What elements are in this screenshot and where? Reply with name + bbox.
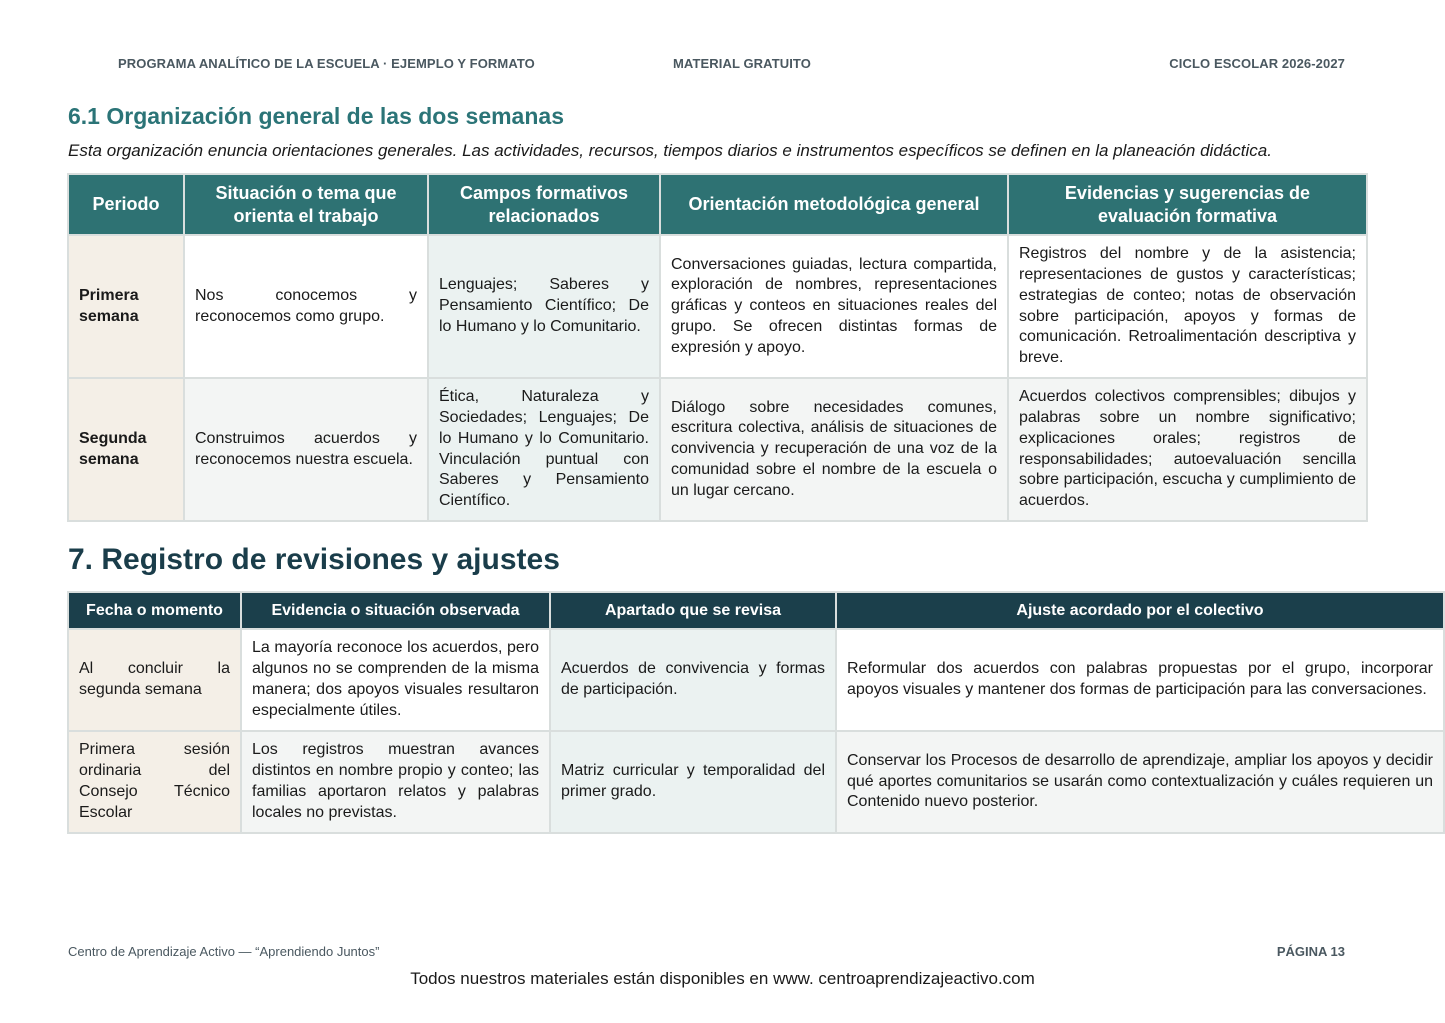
cell-method: Conversaciones guiadas, lectura compartida, exploración de nombres, representaciones gráficas y conteos en situaciones reales del grupo. Se ofrecen distintas formas de expresión y apoyo. — [660, 235, 1008, 378]
header-program-title: PROGRAMA ANALÍTICO DE LA ESCUELA · EJEMPLO Y FORMATO — [118, 56, 535, 71]
cell-reviewed-section: Acuerdos de convivencia y formas de participación. — [550, 629, 836, 731]
header-fields: Campos formativos relacionados — [428, 174, 660, 235]
section-6-1-intro: Esta organización enuncia orientaciones generales. Las actividades, recursos, tiempos diarios e instrumentos específicos se definen en la planeación didáctica. — [68, 141, 1272, 160]
header-topic: Situación o tema que orienta el trabajo — [184, 174, 428, 235]
cell-observed-evidence: La mayoría reconoce los acuerdos, pero algunos no se comprenden de la misma manera; dos apoyos visuales resultaron especialmente útiles. — [241, 629, 550, 731]
header-evidence: Evidencias y sugerencias de evaluación formativa — [1008, 174, 1367, 235]
table-header-row — [68, 592, 1444, 629]
header-moment: Fecha o momento — [68, 592, 241, 629]
cell-observed-evidence: Los registros muestran avances distintos en nombre propio y conteo; las familias aportaron relatos y palabras locales no previstas. — [241, 731, 550, 833]
cell-evidence: Acuerdos colectivos comprensibles; dibujos y palabras sobre un nombre significativo; explicaciones orales; registros de responsabilidades; autoevaluación sencilla sobre participación, escucha y cumplimiento de acuerdos. — [1008, 378, 1367, 521]
table-row — [68, 629, 1444, 731]
header-school-year: CICLO ESCOLAR 2026-2027 — [1169, 56, 1345, 71]
cell-period: Primera semana — [68, 235, 184, 378]
header-observed-evidence: Evidencia o situación observada — [241, 592, 550, 629]
cell-topic: Construimos acuerdos y reconocemos nuestra escuela. — [184, 378, 428, 521]
header-method: Orientación metodológica general — [660, 174, 1008, 235]
cell-method: Diálogo sobre necesidades comunes, escritura colectiva, análisis de situaciones de convivencia y recuperación de una voz de la comunidad sobre el nombre de la escuela o un lugar cercano. — [660, 378, 1008, 521]
table-row — [68, 731, 1444, 833]
revisions-adjustments-table — [67, 591, 1445, 834]
footer-organization: Centro de Aprendizaje Activo — “Aprendiendo Juntos” — [68, 944, 380, 959]
section-6-1-title: 6.1 Organización general de las dos semanas — [68, 103, 564, 129]
cell-agreed-adjustment: Reformular dos acuerdos con palabras propuestas por el grupo, incorporar apoyos visuales y mantener dos formas de participación para las conversaciones. — [836, 629, 1444, 731]
table-row — [68, 235, 1367, 378]
table-header-row — [68, 174, 1367, 235]
cell-reviewed-section: Matriz curricular y temporalidad del primer grado. — [550, 731, 836, 833]
cell-evidence: Registros del nombre y de la asistencia; representaciones de gustos y características; estrategias de conteo; notas de observación sobre participación, apoyos y formas de comunicación. Retroalimentación descriptiva y breve. — [1008, 235, 1367, 378]
two-weeks-organization-table — [67, 173, 1368, 522]
cell-period: Segunda semana — [68, 378, 184, 521]
table-row — [68, 378, 1367, 521]
page-header — [118, 56, 1345, 72]
header-reviewed-section: Apartado que se revisa — [550, 592, 836, 629]
page-number: PÁGINA 13 — [1276, 944, 1345, 959]
cell-topic: Nos conocemos y reconocemos como grupo. — [184, 235, 428, 378]
header-agreed-adjustment: Ajuste acordado por el colectivo — [836, 592, 1444, 629]
cell-moment: Primera sesión ordinaria del Consejo Técnico Escolar — [68, 731, 241, 833]
cell-fields: Ética, Naturaleza y Sociedades; Lenguajes; De lo Humano y lo Comunitario. Vinculación puntual con Saberes y Pensamiento Científico. — [428, 378, 660, 521]
section-7-title: 7. Registro de revisiones y ajustes — [68, 543, 560, 576]
cell-fields: Lenguajes; Saberes y Pensamiento Científico; De lo Humano y lo Comunitario. — [428, 235, 660, 378]
header-period: Periodo — [68, 174, 184, 235]
cell-moment: Al concluir la segunda semana — [68, 629, 241, 731]
footer-website-note: Todos nuestros materiales están disponibles en www. centroaprendizajeactivo.com — [410, 969, 1035, 988]
cell-agreed-adjustment: Conservar los Procesos de desarrollo de aprendizaje, ampliar los apoyos y decidir qué aportes comunitarios se usarán como contextualización y cuáles requieren un Contenido nuevo posterior. — [836, 731, 1444, 833]
header-free-material: MATERIAL GRATUITO — [673, 56, 811, 71]
